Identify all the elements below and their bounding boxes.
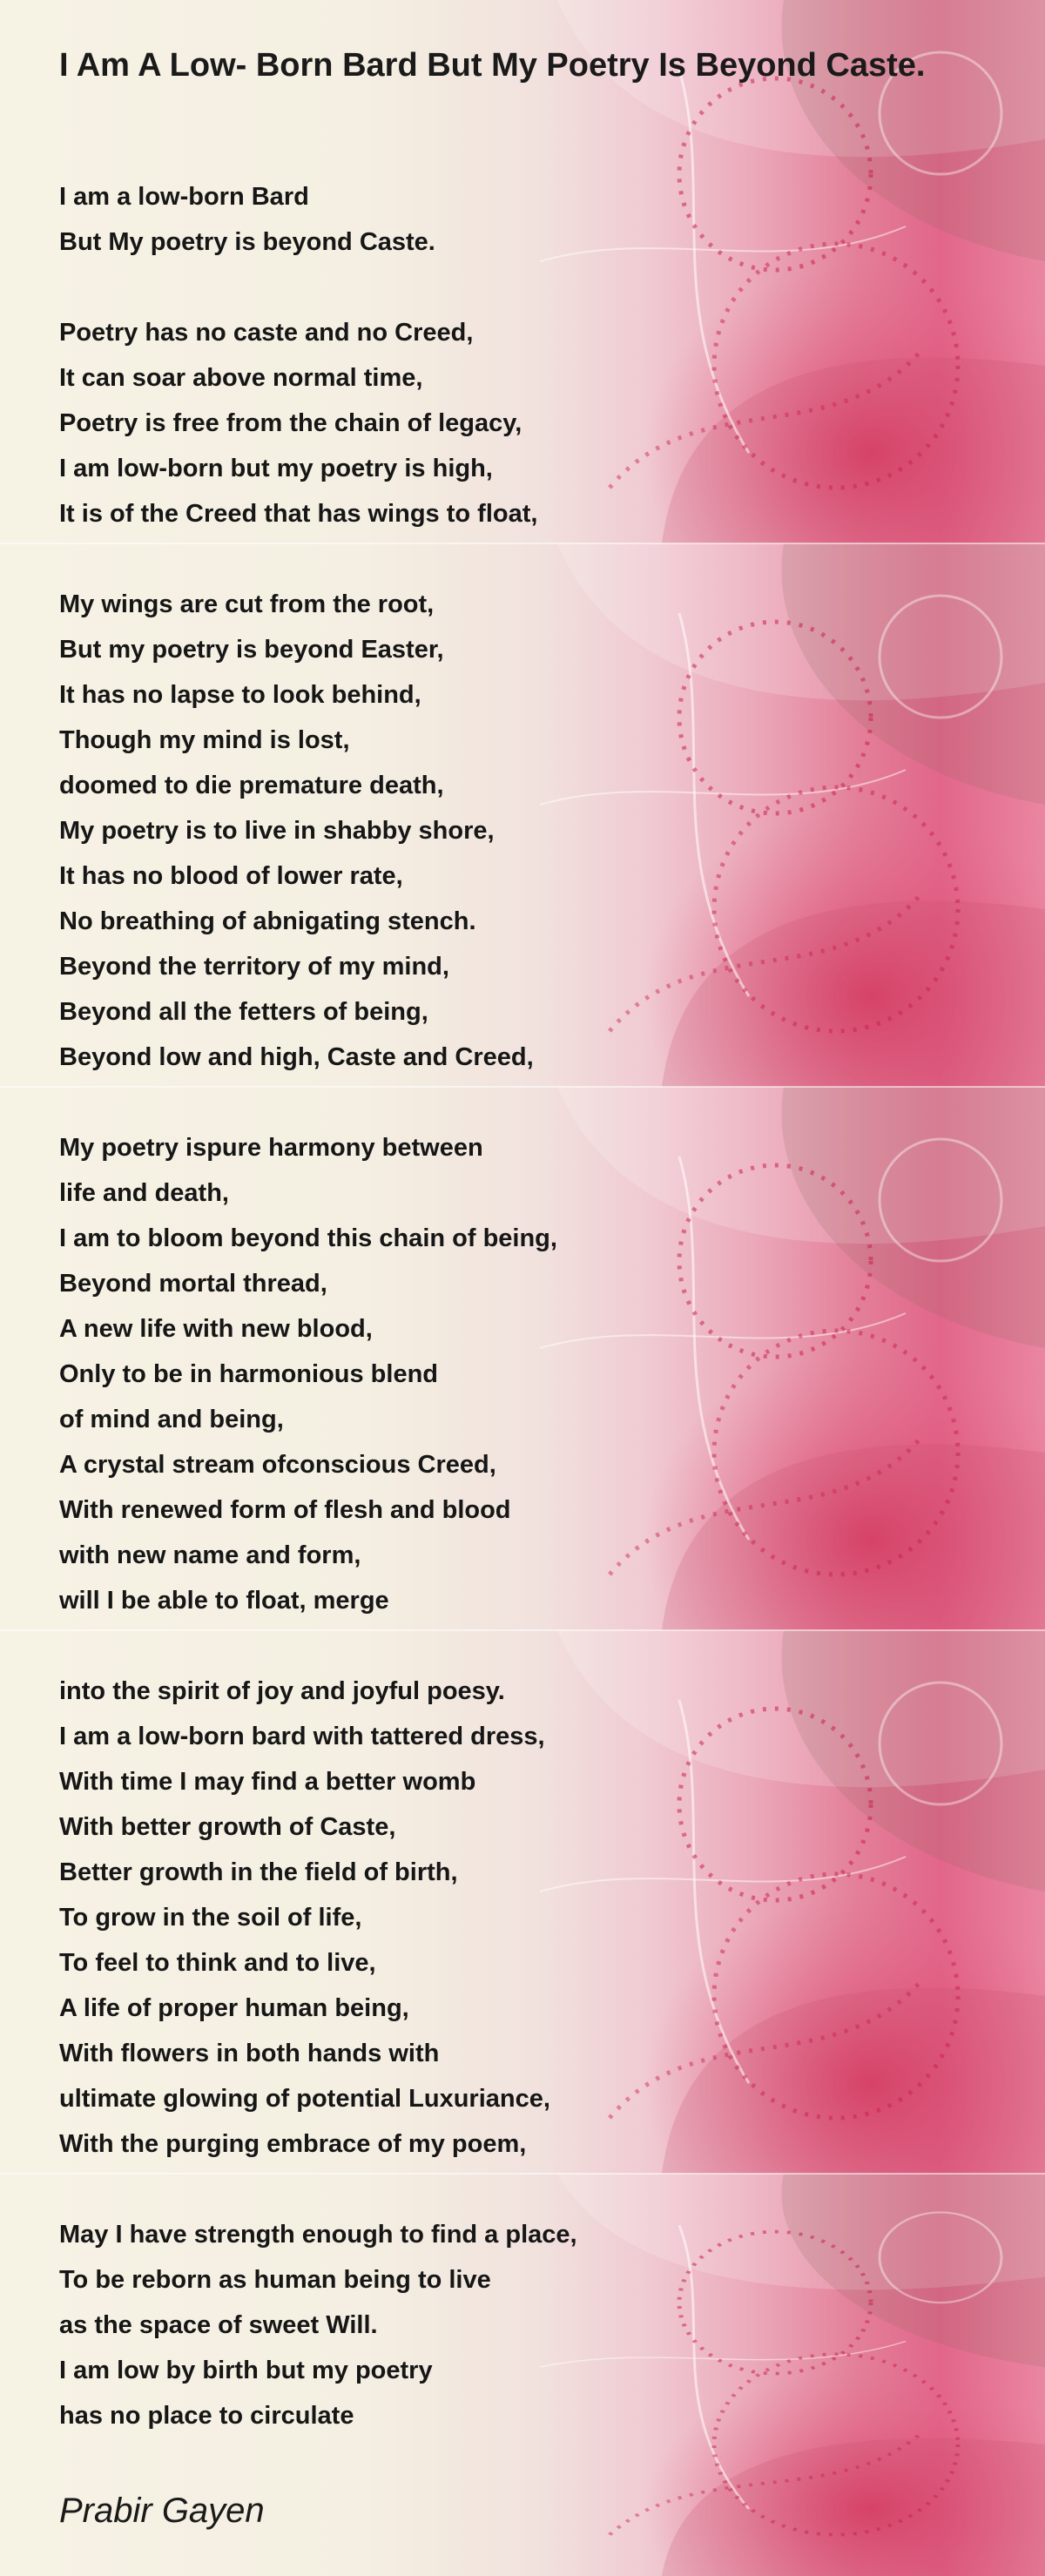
poem-line: A crystal stream ofconscious Creed,	[59, 1451, 496, 1479]
poem-line: Better growth in the field of birth,	[59, 1858, 458, 1886]
poem-line: To grow in the soil of life,	[59, 1904, 362, 1932]
poem-line: With better growth of Caste,	[59, 1813, 396, 1841]
poem-line: I am a low-born Bard	[59, 183, 309, 211]
poem-line: With time I may find a better womb	[59, 1768, 476, 1796]
poem-line: A life of proper human being,	[59, 1994, 409, 2022]
poem-line: My poetry ispure harmony between	[59, 1134, 483, 1162]
poem-line: To feel to think and to live,	[59, 1949, 376, 1977]
poem-line: It is of the Creed that has wings to float,	[59, 500, 538, 528]
poem-line: life and death,	[59, 1179, 229, 1207]
poem-line: No breathing of abnigating stench.	[59, 907, 476, 935]
poem-line: Though my mind is lost,	[59, 726, 350, 754]
poem-line: Only to be in harmonious blend	[59, 1360, 439, 1388]
poem-line: Poetry has no caste and no Creed,	[59, 319, 474, 347]
poem-line: With renewed form of flesh and blood	[59, 1496, 511, 1524]
poem-line: My wings are cut from the root,	[59, 590, 435, 618]
poem-line: A new life with new blood,	[59, 1315, 373, 1343]
poem-line: May I have strength enough to find a place,	[59, 2221, 577, 2249]
poem-line: I am low by birth but my poetry	[59, 2357, 433, 2384]
poem-line: I am low-born but my poetry is high,	[59, 455, 493, 482]
poem-line: But my poetry is beyond Easter,	[59, 636, 444, 664]
poem-line: ultimate glowing of potential Luxuriance,	[59, 2085, 550, 2113]
poem-line: I am a low-born bard with tattered dress,	[59, 1723, 545, 1750]
poem-line: will I be able to float, merge	[59, 1587, 389, 1615]
poem-line: of mind and being,	[59, 1406, 284, 1433]
poem-line: It can soar above normal time,	[59, 364, 423, 392]
poem-line: Poetry is free from the chain of legacy,	[59, 409, 522, 437]
poem-line: into the spirit of joy and joyful poesy.	[59, 1677, 505, 1705]
poem-author: Prabir Gayen	[59, 2492, 265, 2530]
poem-line: Beyond mortal thread,	[59, 1270, 327, 1298]
poem-line: With flowers in both hands with	[59, 2040, 440, 2067]
poem-line: My poetry is to live in shabby shore,	[59, 817, 495, 845]
poem-line: It has no lapse to look behind,	[59, 681, 421, 709]
poem-line: with new name and form,	[59, 1541, 361, 1569]
poem-line: I am to bloom beyond this chain of being,	[59, 1224, 557, 1252]
poem-line: To be reborn as human being to live	[59, 2266, 491, 2294]
poem-line: doomed to die premature death,	[59, 772, 444, 799]
poem-title: I Am A Low- Born Bard But My Poetry Is Beyond Caste.	[59, 47, 926, 84]
poem-line: Beyond all the fetters of being,	[59, 998, 428, 1026]
poem-line: But My poetry is beyond Caste.	[59, 228, 435, 256]
poem-line: has no place to circulate	[59, 2402, 354, 2430]
poem-line: Beyond low and high, Caste and Creed,	[59, 1043, 534, 1071]
poem-line: It has no blood of lower rate,	[59, 862, 403, 890]
poem-line: Beyond the territory of my mind,	[59, 953, 449, 981]
poem-line: as the space of sweet Will.	[59, 2311, 378, 2339]
poem-line: With the purging embrace of my poem,	[59, 2130, 527, 2158]
